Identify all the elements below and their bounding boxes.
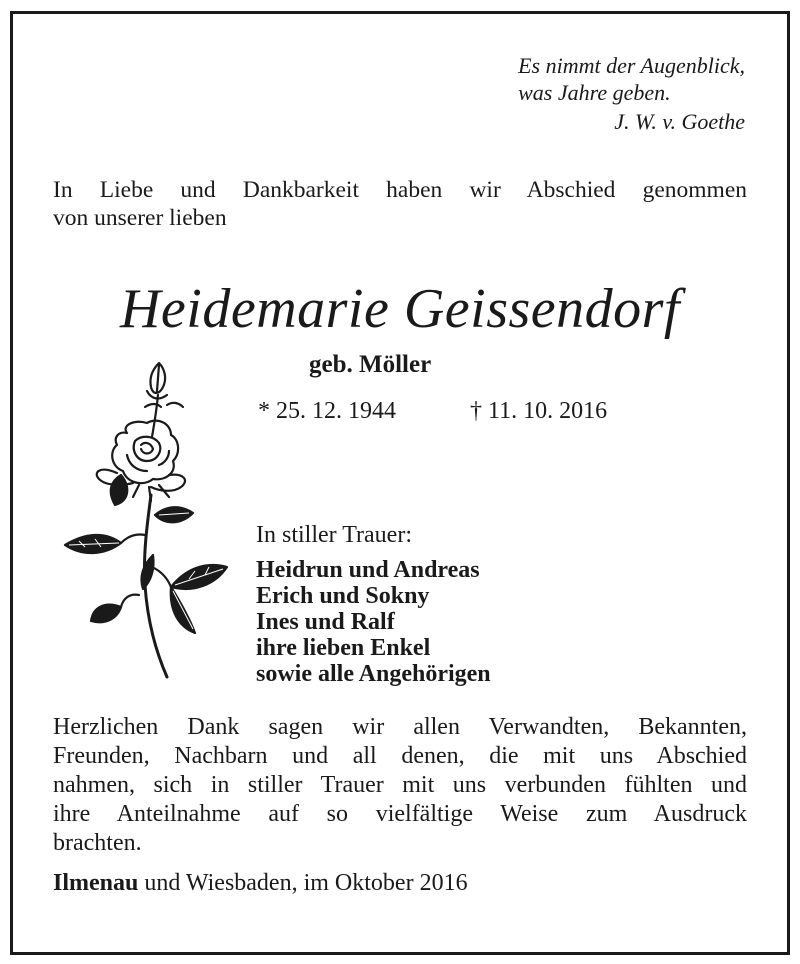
quote-author: J. W. v. Goethe — [614, 109, 745, 134]
deceased-name: Heidemarie Geissendorf — [119, 278, 680, 340]
thanks-line: Freunden, Nachbarn und all denen, die mit uns Abschied — [53, 743, 747, 769]
place-city: Ilmenau — [53, 870, 139, 896]
quote-line-2: was Jahre geben. — [518, 80, 671, 105]
mourners-heading: In stiller Trauer: — [256, 522, 412, 548]
thanks-line: brachten. — [53, 830, 142, 856]
goethe-quote — [518, 52, 745, 135]
intro-line-1: In Liebe und Dankbarkeit haben wir Abschied genommen — [53, 177, 747, 203]
rose-icon — [55, 355, 230, 685]
birth-date: * 25. 12. 1944 — [258, 398, 396, 424]
quote-line-1: Es nimmt der Augenblick, — [518, 53, 745, 78]
intro-text — [53, 176, 747, 232]
mourner-name: Heidrun und Andreas — [256, 557, 480, 583]
intro-line-2: von unserer lieben — [53, 205, 227, 231]
mourner-name: ihre lieben Enkel — [256, 635, 431, 661]
maiden-name: geb. Möller — [309, 351, 432, 378]
mourners-list — [256, 557, 491, 687]
place-date-line — [53, 870, 468, 897]
thanks-line: nahmen, sich in stiller Trauer mit uns verbunden fühlten und — [53, 772, 747, 798]
thanks-line: ihre Anteilnahme auf so vielfältige Weise zum Ausdruck — [53, 801, 747, 827]
mourner-name: Ines und Ralf — [256, 609, 395, 635]
death-date: † 11. 10. 2016 — [470, 398, 608, 424]
thanks-paragraph — [53, 713, 747, 858]
place-rest: und Wiesbaden, im Oktober 2016 — [138, 870, 468, 896]
mourner-name: Erich und Sokny — [256, 583, 430, 609]
mourner-name: sowie alle Angehörigen — [256, 661, 491, 687]
thanks-line: Herzlichen Dank sagen wir allen Verwandten, Bekannten, — [53, 714, 747, 740]
